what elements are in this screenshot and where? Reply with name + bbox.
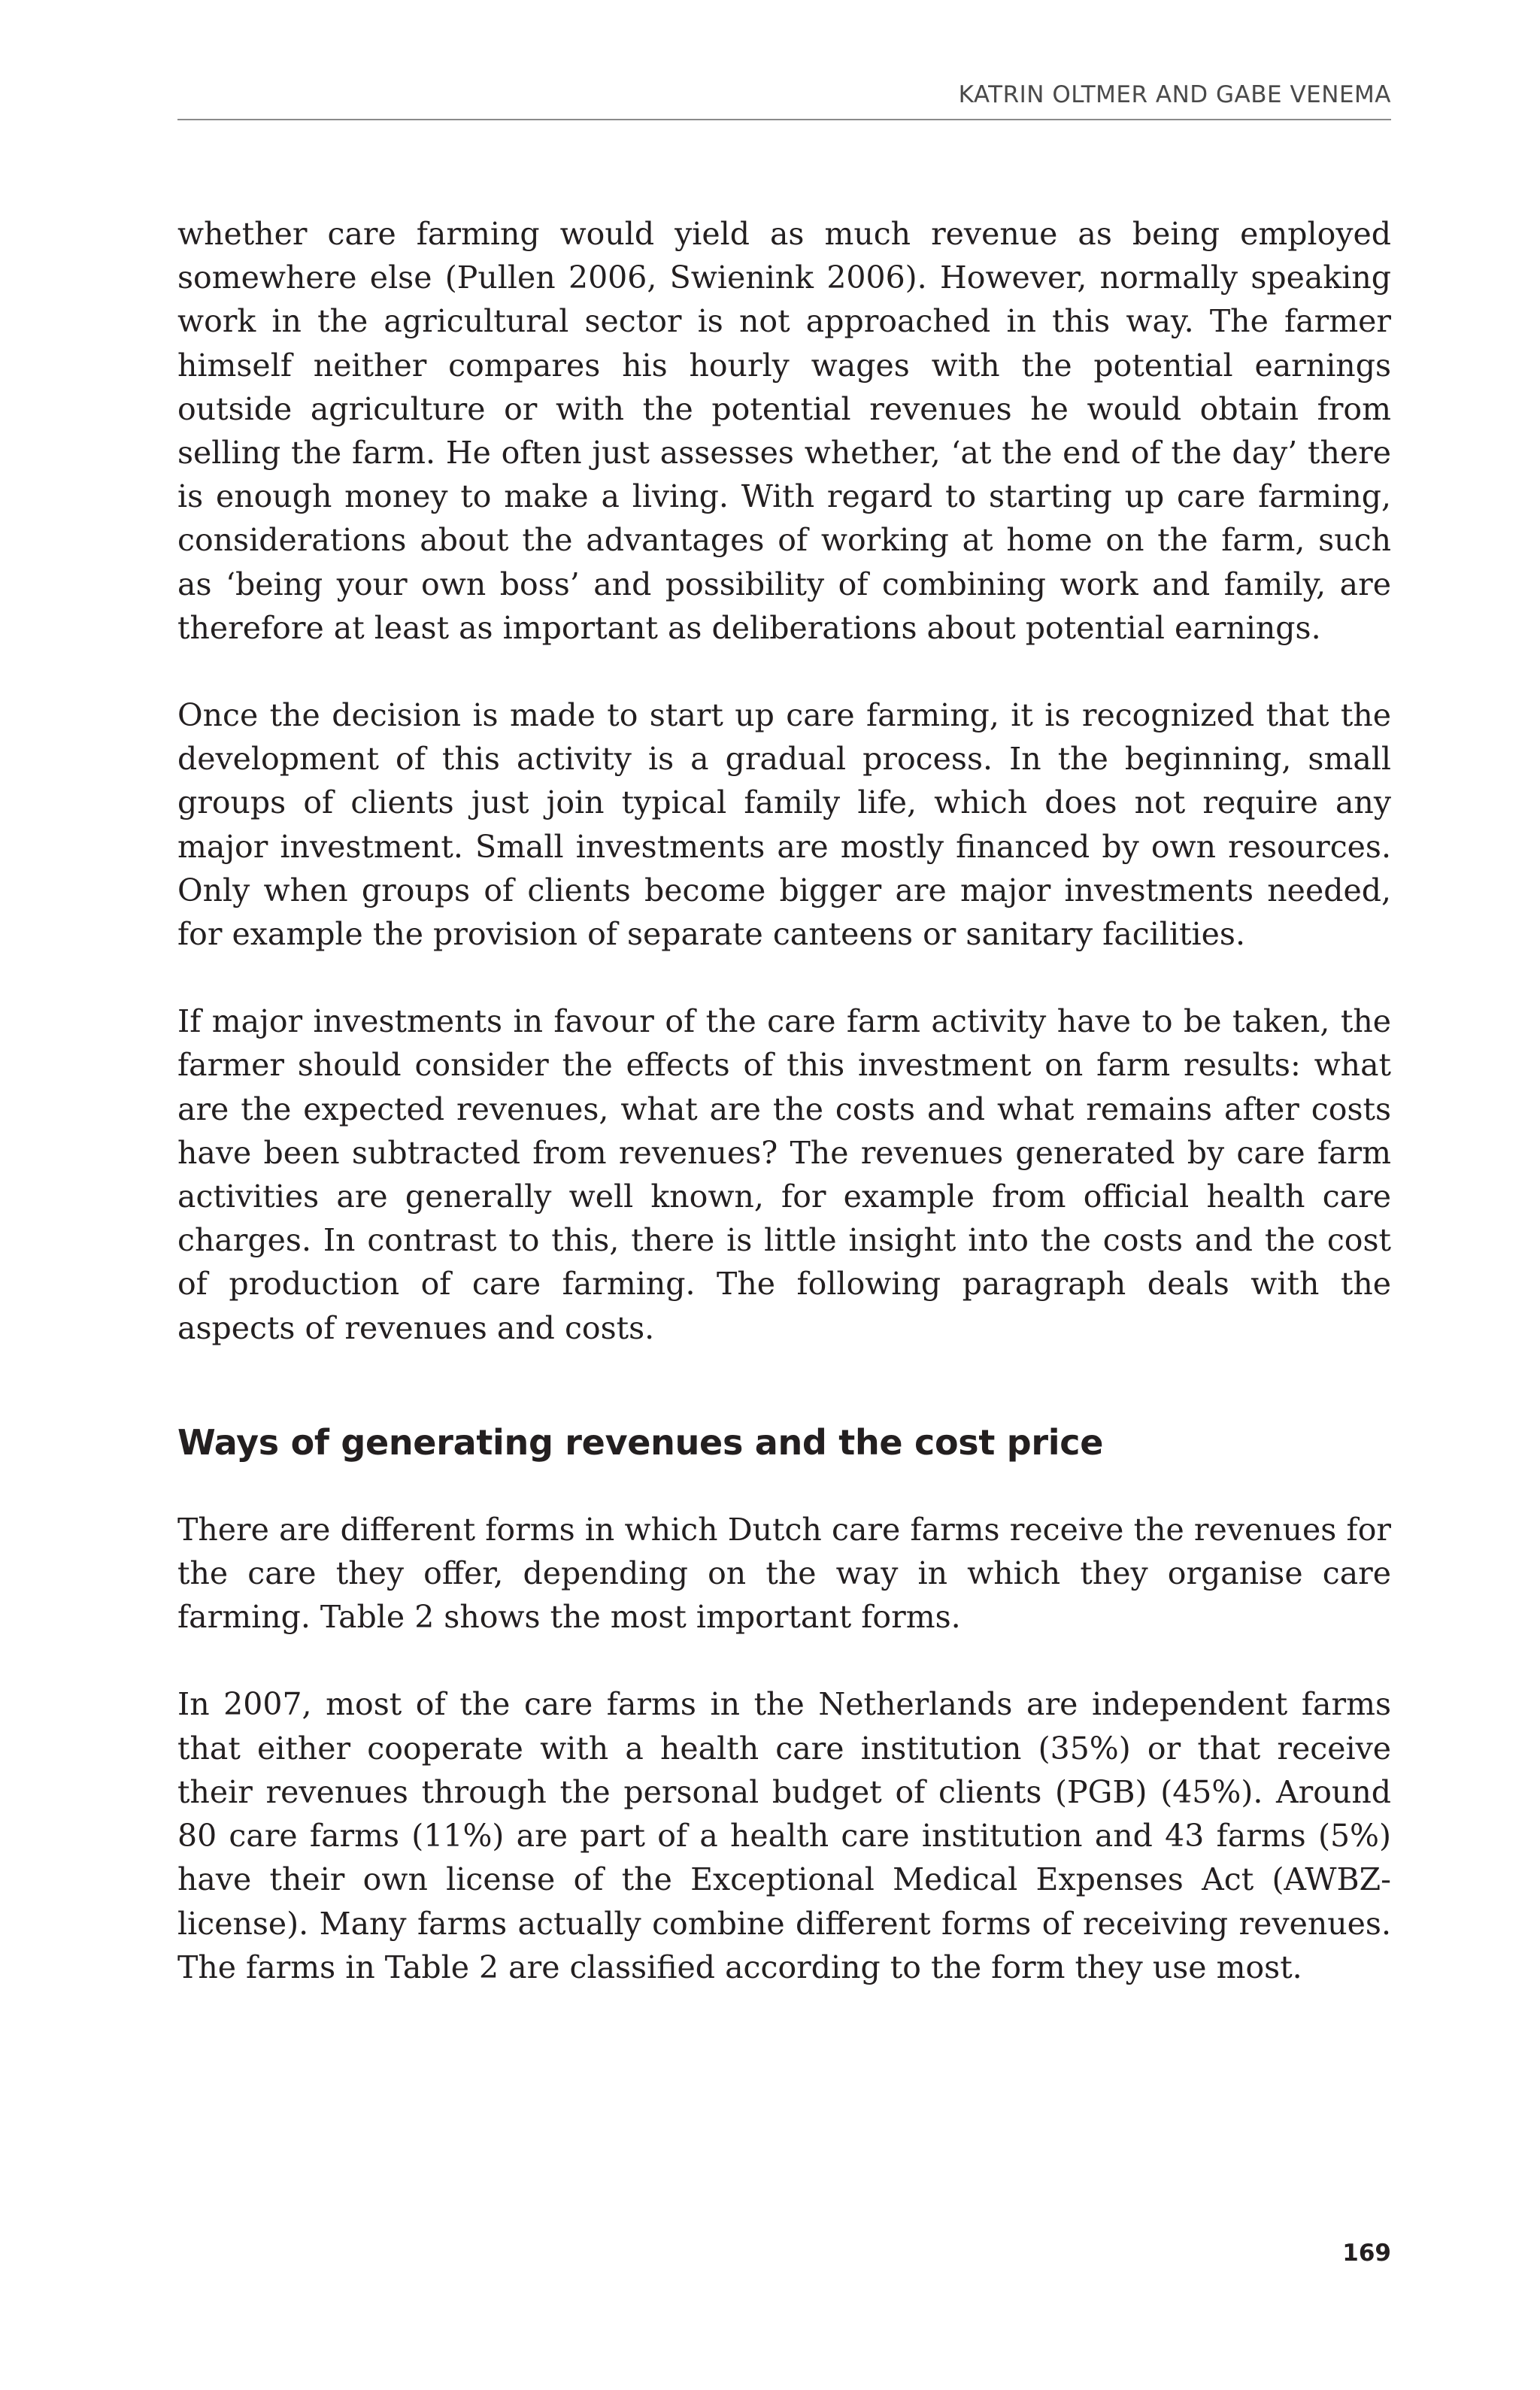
paragraph-spacer	[177, 1639, 1391, 1682]
header-rule	[177, 119, 1391, 120]
paragraph: whether care farming would yield as much revenue as being employed somewhere else (Pullen 2006, Swienink 2006). However, normally speaking work in the agricultural sector is not approached in this way. The farmer himself neither compares his hourly wages with the potential earnings outside agriculture or with the potential revenues he would obtain from selling the farm. He often just assesses whether, ‘at the end of the day’ there is enough money to make a living. With regard to starting up care farming, considerations about the advantages of working at home on the farm, such as ‘being your own boss’ and possibility of combining work and family, are therefore at least as important as deliberations about potential earnings.	[177, 216, 1391, 646]
paragraph: In 2007, most of the care farms in the Netherlands are independent farms that either cooperate with a health care institution (35%) or that receive their revenues through the personal budget of clients (PGB) (45%). Around 80 care farms (11%) are part of a health care institution and 43 farms (5%) have their own license of the Exceptional Medical Expenses Act (AWBZ-license). Many farms actually combine different forms of receiving revenues. The farms in Table 2 are classified according to the form they use most.	[177, 1686, 1391, 1985]
section-spacer	[177, 1350, 1391, 1421]
paragraph: Once the decision is made to start up care farming, it is recognized that the development of this activity is a gradual process. In the beginning, small groups of clients just join typical family life, which does not require any major investment. Small investments are mostly financed by own resources. Only when groups of clients become bigger are major investments needed, for example the provision of separate canteens or sanitary facilities.	[177, 697, 1391, 953]
paragraph-spacer	[177, 956, 1391, 999]
paragraph: There are different forms in which Dutch care farms receive the revenues for the care they offer, depending on the way in which they organise care farming. Table 2 shows the most important forms.	[177, 1511, 1391, 1636]
page-number: 169	[1342, 2240, 1391, 2267]
body-text	[177, 212, 1391, 1989]
section-heading: Ways of generating revenues and the cost price	[177, 1421, 1104, 1463]
paragraph-spacer	[177, 650, 1391, 693]
section-spacer	[177, 1464, 1391, 1508]
running-header: KATRIN OLTMER AND GABE VENEMA	[958, 81, 1391, 108]
paragraph: If major investments in favour of the care farm activity have to be taken, the farmer should consider the effects of this investment on farm results: what are the expected revenues, what are the costs and what remains after costs have been subtracted from revenues? The revenues generated by care farm activities are generally well known, for example from official health care charges. In contrast to this, there is little insight into the costs and the cost of production of care farming. The following paragraph deals with the aspects of revenues and costs.	[177, 1003, 1391, 1346]
